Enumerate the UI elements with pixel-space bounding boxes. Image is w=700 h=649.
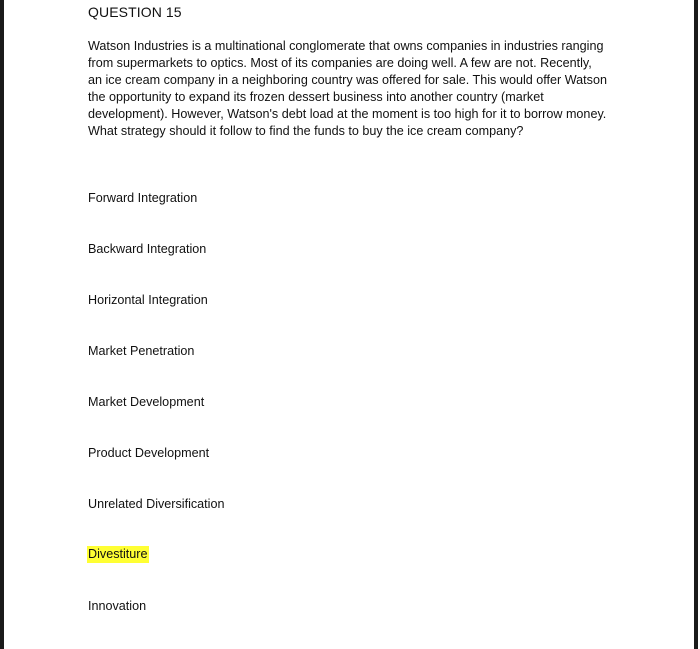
- answer-option-label: Horizontal Integration: [88, 293, 208, 307]
- answer-option-unrelated-diversification[interactable]: [88, 496, 225, 512]
- answer-option-label: Backward Integration: [88, 242, 207, 256]
- answer-option-market-development[interactable]: [88, 394, 204, 410]
- answer-option-label: Forward Integration: [88, 191, 198, 205]
- answer-option-innovation[interactable]: [88, 598, 146, 614]
- answer-option-product-development[interactable]: [88, 445, 209, 461]
- answer-option-label: Unrelated Diversification: [88, 497, 225, 511]
- answer-option-label: Market Development: [88, 395, 205, 409]
- answer-option-horizontal-integration[interactable]: [88, 292, 208, 308]
- answer-option-backward-integration[interactable]: [88, 241, 206, 257]
- left-border: [0, 0, 4, 649]
- answer-option-divestiture[interactable]: [88, 546, 149, 562]
- answer-option-label: Market Penetration: [88, 344, 195, 358]
- answer-option-forward-integration[interactable]: [88, 190, 197, 206]
- question-text: Watson Industries is a multinational conglomerate that owns companies in industries ranging from supermarkets to optics. Most of its companies are doing well. A few are not. Recently, an ice cream company in a neighboring country was offered for sale. This would offer Watson the opportunity to expand its frozen dessert business into another country (market development). However, Watson's debt load at the moment is too high for it to borrow money. What strategy should it follow to find the funds to buy the ice cream company?: [88, 39, 607, 138]
- answer-option-label: Innovation: [88, 599, 147, 613]
- right-border: [694, 0, 698, 649]
- answer-option-label-highlighted: Divestiture: [88, 547, 148, 561]
- answer-option-label: Product Development: [88, 446, 210, 460]
- answer-option-market-penetration[interactable]: [88, 343, 194, 359]
- question-number: QUESTION 15: [88, 4, 182, 20]
